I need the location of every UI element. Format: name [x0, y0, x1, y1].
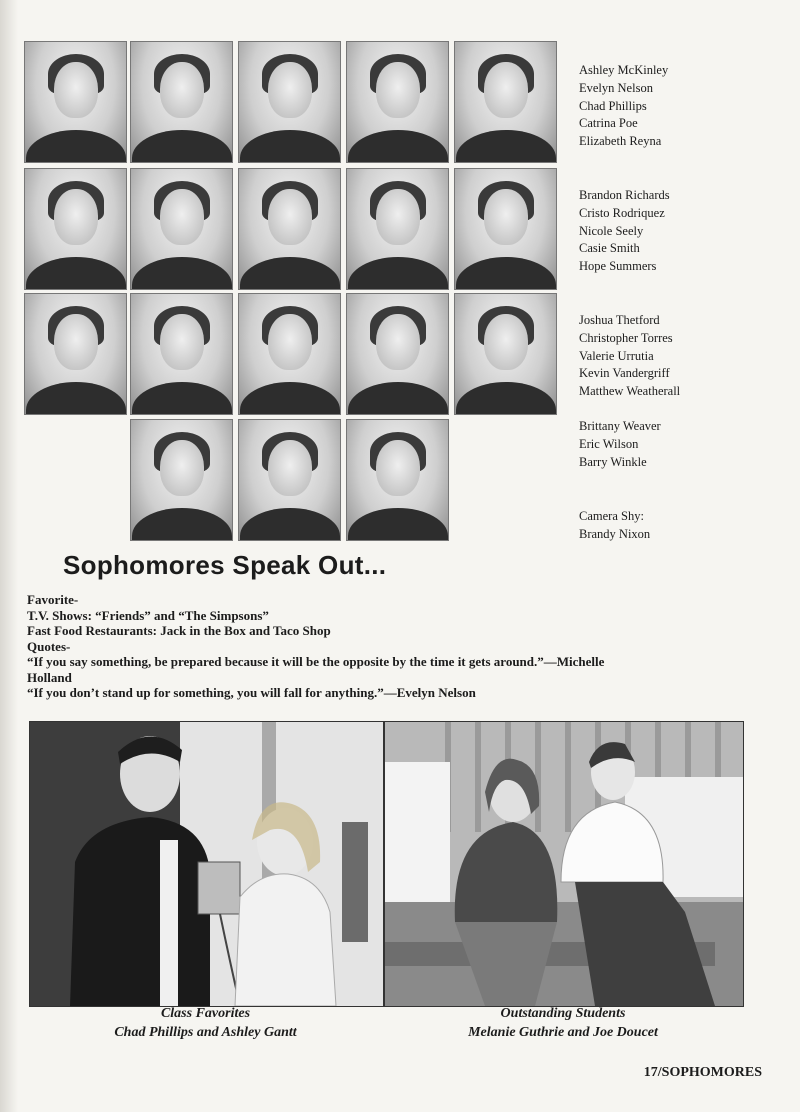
names-row-2: [579, 187, 670, 276]
student-name: Kevin Vandergriff: [579, 366, 670, 381]
student-name: Brittany Weaver: [579, 419, 661, 433]
student-name: Catrina Poe: [579, 116, 638, 131]
camera-shy-label: Camera Shy:: [579, 509, 644, 523]
student-portrait: [130, 41, 233, 163]
outstanding-students-photo: [384, 721, 744, 1007]
speak-line: Fast Food Restaurants: Jack in the Box and Taco Shop: [27, 623, 331, 638]
student-name: Ashley McKinley: [579, 63, 669, 77]
speak-line: T.V. Shows: “Friends” and “The Simpsons”: [27, 607, 269, 623]
student-portrait: [238, 168, 341, 290]
student-name: Casie Smith: [579, 241, 640, 256]
student-name: Cristo Rodriquez: [579, 205, 665, 220]
student-portrait: [130, 293, 233, 415]
class-favorites-photo: [29, 721, 384, 1007]
student-name: Christopher Torres: [579, 330, 673, 345]
student-portrait: [130, 419, 233, 541]
class-favorites-caption: [29, 1004, 382, 1042]
outstanding-students-caption: [384, 1004, 742, 1042]
caption-title: Outstanding Students: [500, 1006, 626, 1021]
student-name: Matthew Weatherall: [579, 384, 681, 399]
caption-names: Chad Phillips and Ashley Gantt: [114, 1025, 297, 1040]
student-portrait: [346, 419, 449, 541]
student-name: Elizabeth Reyna: [579, 134, 662, 149]
student-portrait: [238, 419, 341, 541]
student-portrait: [346, 41, 449, 163]
student-name: Eric Wilson: [579, 436, 639, 451]
names-row-4: [579, 418, 661, 471]
caption-title: Class Favorites: [160, 1006, 251, 1021]
student-name: Hope Summers: [579, 259, 657, 274]
speak-line: “If you don’t stand up for something, you will fall for anything.”—Evelyn Nelson: [27, 685, 476, 700]
student-portrait: [454, 41, 557, 163]
student-name: Chad Phillips: [579, 98, 647, 113]
student-portrait: [130, 168, 233, 290]
names-row-3: [579, 312, 680, 401]
page-footer: 17/SOPHOMORES: [643, 1065, 762, 1080]
page-gutter-shadow: [0, 0, 18, 1112]
camera-shy-name: Brandy Nixon: [579, 526, 651, 541]
speak-out-heading: Sophomores Speak Out...: [63, 550, 387, 580]
names-row-1: [579, 62, 668, 151]
student-portrait: [24, 41, 127, 163]
student-name: Evelyn Nelson: [579, 80, 653, 95]
caption-names: Melanie Guthrie and Joe Doucet: [468, 1025, 658, 1040]
student-name: Brandon Richards: [579, 188, 670, 202]
speak-line: Quotes-: [27, 638, 71, 654]
student-portrait: [238, 41, 341, 163]
student-portrait: [24, 293, 127, 415]
student-portrait: [238, 293, 341, 415]
student-name: Nicole Seely: [579, 223, 644, 238]
camera-shy: [579, 508, 650, 544]
speak-line: Favorite-: [27, 592, 79, 607]
student-portrait: [346, 168, 449, 290]
speak-out-text: [27, 592, 627, 701]
student-portrait: [346, 293, 449, 415]
student-portrait: [454, 293, 557, 415]
student-portrait: [454, 168, 557, 290]
student-name: Joshua Thetford: [579, 313, 660, 327]
student-name: Barry Winkle: [579, 454, 647, 469]
speak-line: “If you say something, be prepared because it will be the opposite by the time it gets around.”—Michelle Holland: [27, 654, 605, 685]
student-portrait: [24, 168, 127, 290]
student-name: Valerie Urrutia: [579, 348, 654, 363]
